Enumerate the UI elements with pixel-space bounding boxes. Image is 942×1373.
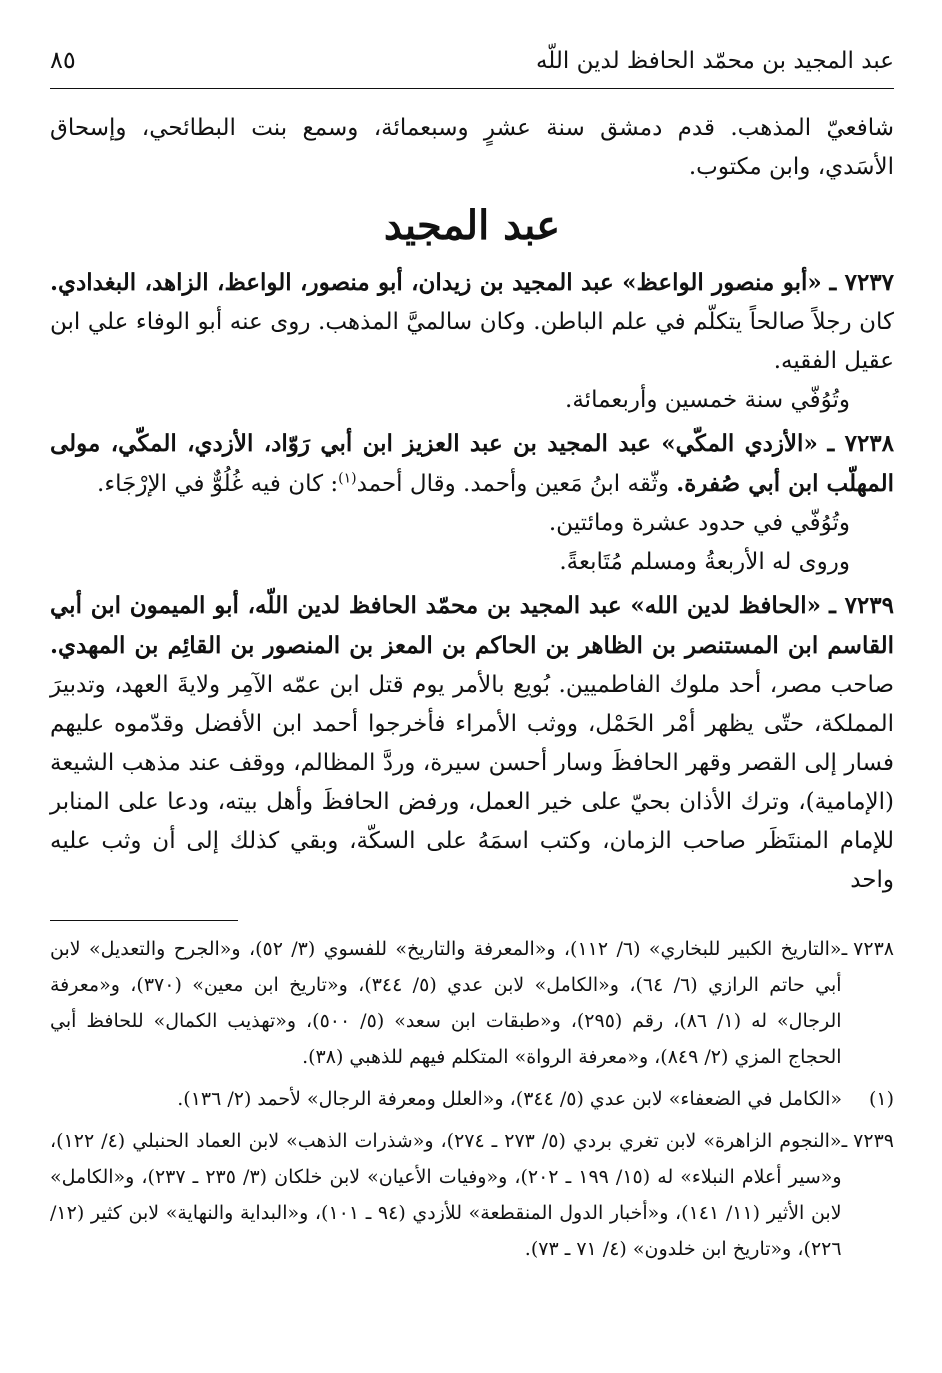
entry-7239-name: «الحافظ لدين الله» عبد المجيد بن محمّد الحافظ لدين اللّه، أبو الميمون ابن أبي القاسم ابن المستنصر بن الظاهر بن الحاكم بن المعز بن المنصور بن القائِم بن المهدي. xyxy=(50,592,894,659)
entry-7239-number: ٧٢٣٩ ـ xyxy=(829,592,894,619)
footnote-divider xyxy=(50,920,238,921)
entry-7237-text: كان رجلاً صالحاً يتكلّم في علم الباطن. وكان سالميَّ المذهب. روى عنه أبو الوفاء علي ابن عقيل الفقيه. xyxy=(50,309,894,374)
footnote-1 xyxy=(50,1081,894,1117)
footnote-text: «النجوم الزاهرة» لابن تغري بردي (٥/ ٢٧٣ ـ ٢٧٤)، و«شذرات الذهب» لابن العماد الحنبلي (٤/ ١٢٢)، و«سير أعلام النبلاء» له (١٥/ ١٩٩ ـ ٢٠٢)، و«وفيات الأعيان» لابن خلكان (٣/ ٢٣٥ ـ ٢٣٧)، و«الكامل» لابن الأثير (١١/ ١٤١)، و«أخبار الدول المنقطعة» للأزدي (٩٤ ـ ١٠١)، و«البداية والنهاية» لابن كثير (١٢/ ٢٢٦)، و«تاريخ ابن خلدون» (٤/ ٧١ ـ ٧٣). xyxy=(50,1130,842,1260)
footnote-text: «الكامل في الضعفاء» لابن عدي (٥/ ٣٤٤)، و«العلل ومعرفة الرجال» لأحمد (٢/ ١٣٦). xyxy=(177,1088,842,1110)
entry-7237-number: ٧٢٣٧ ـ xyxy=(829,269,895,296)
footnote-7238 xyxy=(50,931,894,1075)
footnotes xyxy=(50,931,894,1267)
footnote-text: «التاريخ الكبير للبخاري» (٦/ ١١٢)، و«المعرفة والتاريخ» للفسوي (٣/ ٥٢)، و«الجرح والتعديل» لابن أبي حاتم الرازي (٦/ ٦٤)، و«الكامل» لابن عدي (٥/ ٣٤٤)، و«تاريخ ابن معين» (٣٧٠)، و«معرفة الرجال» له (١/ ٨٦)، رقم (٢٩٥)، و«طبقات ابن سعد» (٥/ ٥٠٠)، و«تهذيب الكمال» للحافظ أبي الحجاج المزي (٢/ ٨٤٩)، و«معرفة الرواة» المتكلم فيهم للذهبي (٣٨). xyxy=(50,938,842,1068)
entry-7238-text-after: : كان فيه غُلُوٌّ في الإرْجَاء. xyxy=(97,471,339,497)
footnote-number: (١) xyxy=(868,1088,894,1110)
running-header xyxy=(50,40,894,89)
entry-7237-death: وتُوُفّي سنة خمسين وأربعمائة. xyxy=(565,387,850,413)
book-page xyxy=(50,40,894,1333)
footnote-number: ٧٢٣٩ ـ xyxy=(841,1130,894,1152)
section-heading: عبد المجيد xyxy=(383,202,561,249)
entry-7238-death: وتُوُفّي في حدود عشرة ومائتين. xyxy=(548,510,850,536)
entry-7237 xyxy=(50,263,894,381)
entry-7238-name: «الأزدي المكّي» عبد المجيد بن عبد العزيز ابن أبي رَوّاد، الأزدي، المكّي، مولى المهلّب ابن أبي صُفرة. xyxy=(50,430,894,497)
footnote-7239 xyxy=(50,1123,894,1267)
main-text xyxy=(50,109,894,900)
entry-7238-number: ٧٢٣٨ ـ xyxy=(827,430,895,457)
entry-7238 xyxy=(50,424,894,504)
entry-7239-text: صاحب مصر، أحد ملوك الفاطميين. بُويع بالأمر يوم قتل ابن عمّه الآمِر ولايةَ العهد، وتدبيرَ المملكة، حتّى يظهر أمْر الحَمْل، ووثب الأمراء فأخرجوا أحمد ابن الأفضل وقدّموه عليهم فسار إلى القصر وقهر الحافظَ وسار أحسن سيرة، وردَّ المظالم، ووقف عند مذهب الشيعة (الإمامية)، وترك الأذان بحيّ على خير العمل، ورفض الحافظَ وأهل بيته، ودعا على المنابر للإمام المنتَظَر صاحب الزمان، وكتب اسمَهُ على السكّة، وبقي كذلك إلى أن وثب عليه واحد xyxy=(50,672,894,893)
footnote-marker-1[interactable]: (١) xyxy=(338,470,357,487)
entry-7237-name: «أبو منصور الواعظ» عبد المجيد بن زيدان، أبو منصور، الواعظ، الزاهد، البغدادي. xyxy=(50,269,822,296)
entry-7238-text: وثّقه ابنُ مَعين وأحمد. وقال أحمد xyxy=(356,471,669,497)
page-number: ٨٥ xyxy=(50,46,76,74)
entry-7239 xyxy=(50,586,894,900)
intro-paragraph: شافعيّ المذهب. قدم دمشق سنة عشرٍ وسبعمائة، وسمع بنت البطائحي، وإسحاق الأسَدي، وابن مكتوب. xyxy=(50,115,894,180)
running-title: عبد المجيد بن محمّد الحافظ لدين اللّه xyxy=(535,48,894,74)
footnote-number: ٧٢٣٨ ـ xyxy=(841,938,894,960)
entry-7238-extra: وروى له الأربعةُ ومسلم مُتَابعةً. xyxy=(559,549,850,575)
